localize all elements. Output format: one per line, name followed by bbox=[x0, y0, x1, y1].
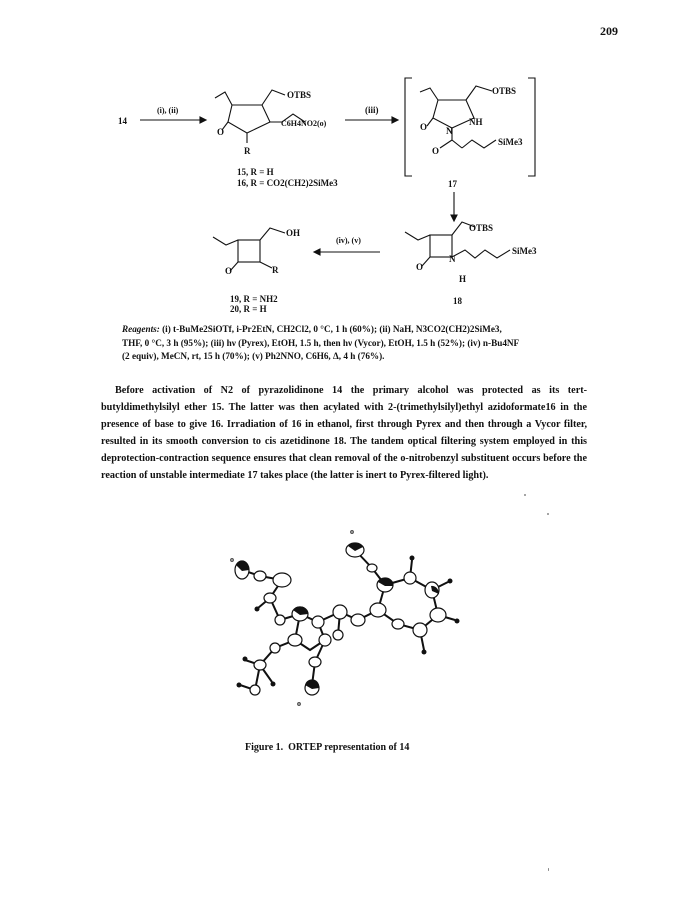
speck bbox=[524, 494, 526, 496]
step-label-iv-v: (iv), (v) bbox=[336, 236, 361, 245]
nitrogen-label-17: N bbox=[446, 126, 453, 136]
nitrogen-label-18: N bbox=[449, 254, 456, 264]
speck bbox=[548, 868, 549, 871]
paragraph-line: reaction of unstable intermediate 17 takes place (the latter is inert to Pyrex-filtered light). bbox=[101, 470, 489, 481]
reaction-scheme bbox=[0, 0, 676, 320]
reagents-caption bbox=[122, 323, 562, 364]
paragraph-line: Before activation of N2 of pyrazolidinone 14 the primary alcohol was protected as its tert- bbox=[115, 385, 587, 396]
ortep-atom-label: o bbox=[230, 555, 234, 564]
compound-15-16-legend bbox=[237, 167, 338, 189]
figure-label: Figure 1. bbox=[245, 742, 284, 753]
ortep-figure bbox=[200, 520, 490, 730]
step-label-i-ii: (i), (ii) bbox=[157, 106, 179, 115]
nh-label: NH bbox=[469, 117, 483, 127]
paragraph-line: deprotection-contraction sequence ensures that clean removal of the o-nitrobenzyl substituent occurs before the bbox=[101, 453, 587, 464]
page-number: 209 bbox=[600, 24, 618, 38]
paragraph-line: butyldimethylsilyl ether 15. The latter was then acylated with 2-(trimethylsilyl)ethyl azidoformate16 in the bbox=[101, 402, 587, 413]
compound-17-label: 17 bbox=[448, 179, 457, 189]
nitrobenzyl-label: C6H4NO2(o) bbox=[281, 119, 327, 128]
paragraph-line: presence of base to give 16. Irradiation of 16 in ethanol, first through Pyrex and then through a Vycor filter, bbox=[101, 419, 587, 430]
step-label-iii: (iii) bbox=[365, 105, 379, 115]
compound-19-20-legend bbox=[230, 294, 278, 314]
reagents-line-2: THF, 0 °C, 3 h (95%); (iii) hν (Pyrex), EtOH, 1.5 h, then hν (Vycor), EtOH, 1.5 h (52%); (iv) n-Bu4NF bbox=[122, 337, 520, 348]
ortep-atom-label: o bbox=[297, 699, 301, 708]
oxygen-label: O bbox=[217, 127, 225, 137]
sime3-label-18: SiMe3 bbox=[512, 246, 537, 256]
speck bbox=[547, 513, 549, 515]
ortep-atom-label: o bbox=[350, 527, 354, 536]
sime3-label-17: SiMe3 bbox=[498, 137, 523, 147]
h-label-18: H bbox=[459, 274, 467, 284]
paragraph-line: resulted in its smooth conversion to cis azetidinone 18. The tandem optical filtering system employed in this bbox=[101, 436, 587, 447]
compound-20-def: 20, R = H bbox=[230, 304, 267, 314]
compound-19-def: 19, R = NH2 bbox=[230, 294, 278, 304]
reagents-heading: Reagents: bbox=[122, 324, 160, 334]
r-label-19: R bbox=[272, 265, 279, 275]
body-paragraph bbox=[101, 382, 587, 484]
compound-15-def: 15, R = H bbox=[237, 167, 274, 177]
reagents-line-3: (2 equiv), MeCN, rt, 15 h (70%); (v) Ph2NNO, C6H6, Δ, 4 h (76%). bbox=[122, 351, 385, 361]
oxygen-label-17: O bbox=[420, 122, 428, 132]
r-label: R bbox=[244, 146, 251, 156]
otbs-label-18: OTBS bbox=[469, 223, 494, 233]
oxygen-label-19: O bbox=[225, 266, 233, 276]
otbs-label-17: OTBS bbox=[492, 86, 517, 96]
compound-14-label: 14 bbox=[118, 116, 127, 126]
figure-caption-text: ORTEP representation of 14 bbox=[288, 742, 410, 753]
reagents-line-1: (i) t-BuMe2SiOTf, i-Pr2EtN, CH2Cl2, 0 °C, 1 h (60%); (ii) NaH, N3CO2(CH2)2SiMe3, bbox=[162, 324, 502, 334]
figure-caption bbox=[245, 742, 409, 753]
oh-label: OH bbox=[286, 228, 301, 238]
oxygen-label-18: O bbox=[416, 262, 424, 272]
compound-18-label: 18 bbox=[453, 296, 462, 306]
otbs-label: OTBS bbox=[287, 90, 312, 100]
oxygen-label-carbonyl: O bbox=[432, 146, 440, 156]
compound-16-def: 16, R = CO2(CH2)2SiMe3 bbox=[237, 178, 338, 188]
